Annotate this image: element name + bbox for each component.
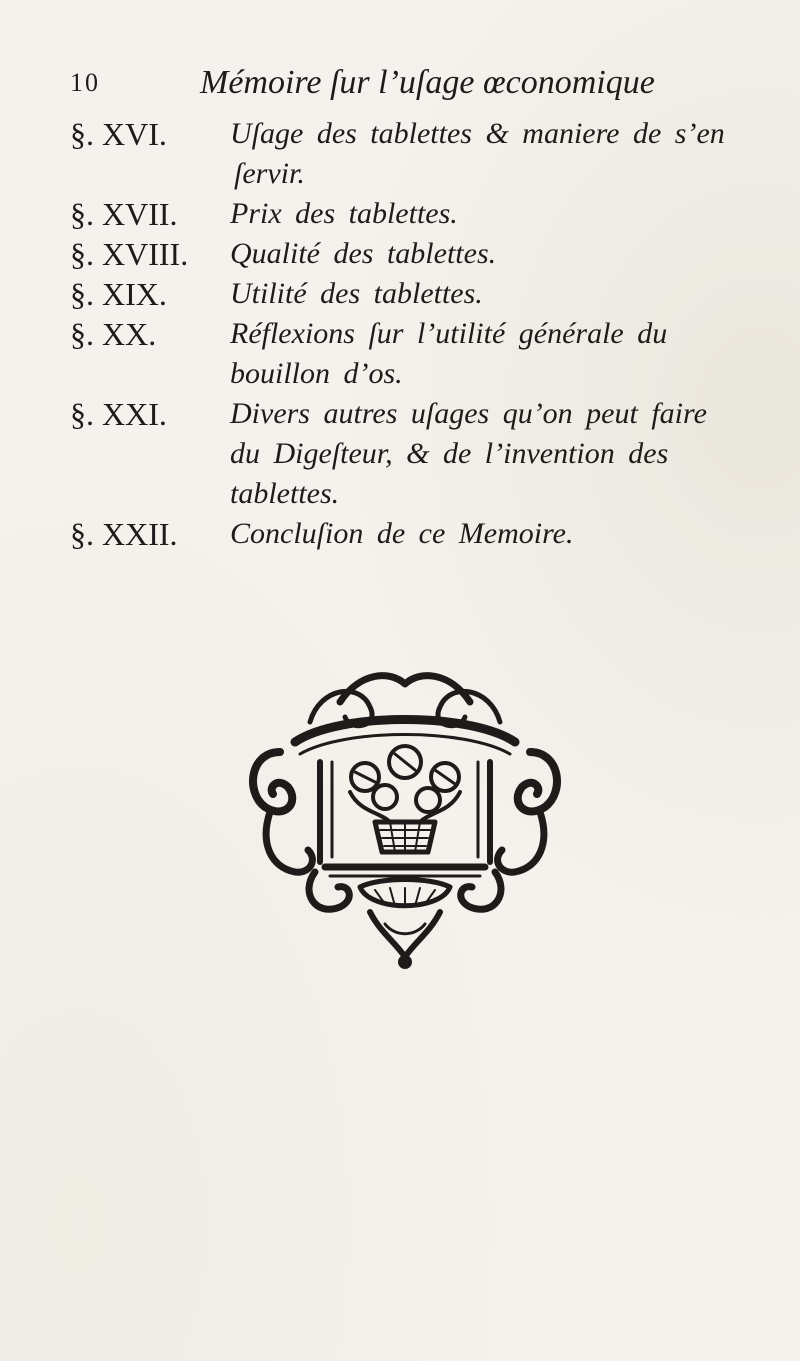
section-title — [230, 394, 760, 514]
section-title-line: Concluſion de ce Memoire. — [230, 517, 574, 550]
toc-entry-21 — [70, 394, 760, 514]
section-title-line: tablettes. — [230, 477, 340, 510]
toc-entry-16 — [70, 114, 760, 194]
section-title — [230, 114, 760, 194]
section-number: §. XXI. — [70, 396, 167, 432]
section-number: §. XXII. — [70, 516, 178, 552]
running-title: Mémoire ſur l’uſage œconomique — [200, 64, 655, 101]
table-of-contents — [70, 114, 760, 554]
section-title-line: Divers autres uſages qu’on peut faire — [230, 397, 707, 430]
section-title-line: Prix des tablettes. — [230, 197, 458, 230]
section-number: §. XX. — [70, 316, 157, 352]
section-title — [230, 514, 760, 554]
section-title-line: du Digeſteur, & de l’invention des — [230, 437, 669, 470]
page-header — [70, 64, 750, 112]
section-title — [230, 274, 760, 314]
toc-entry-20 — [70, 314, 760, 394]
section-number: §. XVII. — [70, 196, 178, 232]
toc-entry-19 — [70, 274, 760, 314]
toc-entry-22 — [70, 514, 760, 554]
section-title — [230, 234, 760, 274]
section-title — [230, 194, 760, 234]
toc-entry-18 — [70, 234, 760, 274]
section-title — [230, 314, 760, 394]
section-number: §. XIX. — [70, 276, 167, 312]
section-title-line: Réflexions ſur l’utilité générale du — [230, 317, 668, 350]
toc-entry-17 — [70, 194, 760, 234]
section-title-line: Uſage des tablettes & maniere de s’en — [230, 117, 725, 150]
section-number: §. XVIII. — [70, 236, 189, 272]
flower-basket-ornament-icon — [240, 662, 570, 972]
page-number: 10 — [70, 68, 100, 97]
section-title-line: ſervir. — [234, 157, 305, 190]
section-title-line: bouillon d’os. — [230, 357, 403, 390]
section-title-line: Utilité des tablettes. — [230, 277, 483, 310]
section-title-line: Qualité des tablettes. — [230, 237, 497, 270]
section-number: §. XVI. — [70, 116, 167, 152]
